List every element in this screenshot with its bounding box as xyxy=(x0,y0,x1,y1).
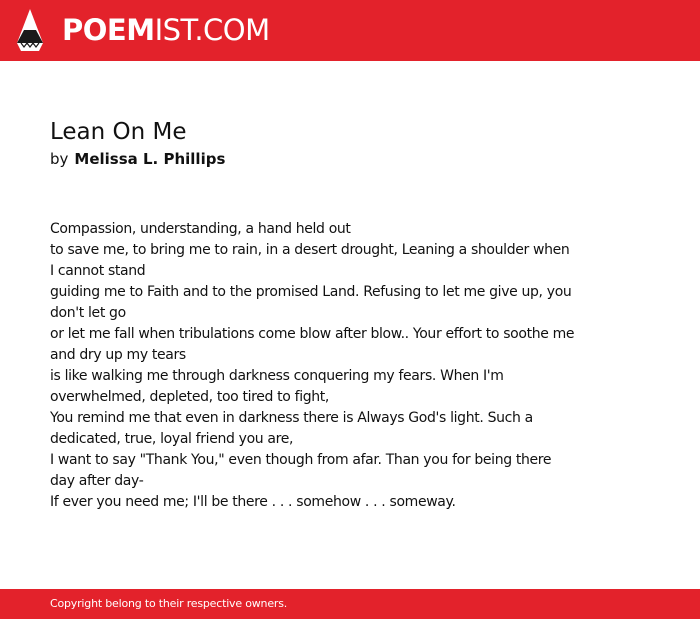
poem-line: is like walking me through darkness conquering my fears. When I'm overwhelmed, depleted, too tired to fight, xyxy=(50,368,504,405)
copyright-text: Copyright belong to their respective owners. xyxy=(50,597,288,610)
poem-line: You remind me that even in darkness there is Always God's light. Such a dedicated, true, loyal friend you are, xyxy=(50,410,533,447)
pencil-icon[interactable] xyxy=(17,9,43,51)
poem-line: I want to say "Thank You," even though from afar. Than you for being there day after day- xyxy=(50,452,552,489)
poem-title: Lean On Me xyxy=(50,119,187,145)
poem-line: guiding me to Faith and to the promised Land. Refusing to let me give up, you don't let go xyxy=(50,284,572,321)
poem-line: to save me, to bring me to rain, in a desert drought, Leaning a shoulder when I cannot stand xyxy=(50,242,570,279)
site-footer xyxy=(0,589,700,619)
poem-body xyxy=(50,219,575,513)
poem-line: or let me fall when tribulations come blow after blow.. Your effort to soothe me and dry up my tears xyxy=(50,326,575,363)
by-label: by xyxy=(50,150,69,168)
site-logo[interactable] xyxy=(62,12,270,48)
logo-light-text: IST.COM xyxy=(154,13,270,47)
byline xyxy=(50,149,225,169)
author-name: Melissa L. Phillips xyxy=(74,150,226,168)
site-header xyxy=(0,0,700,61)
poem-line: If ever you need me; I'll be there . . . somehow . . . someway. xyxy=(50,494,456,510)
logo-bold-text: POEM xyxy=(62,13,155,47)
poem-line: Compassion, understanding, a hand held out xyxy=(50,221,351,237)
